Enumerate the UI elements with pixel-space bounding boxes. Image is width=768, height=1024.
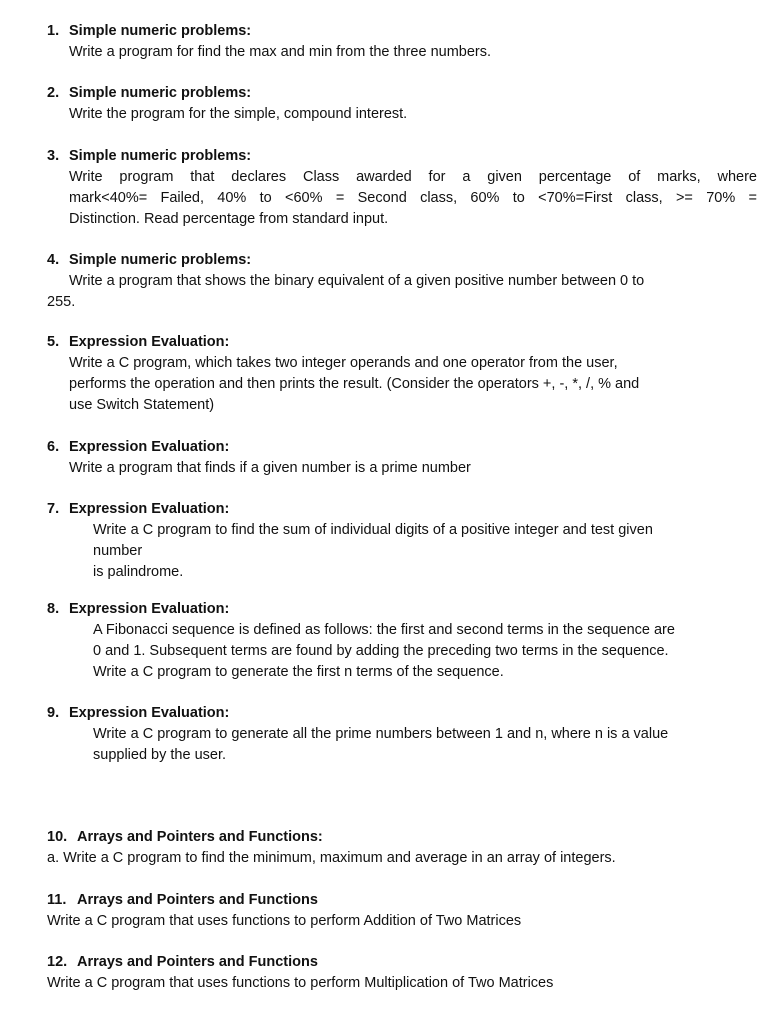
problem-text-line: use Switch Statement) <box>69 397 215 413</box>
problem-heading: Expression Evaluation: <box>69 334 230 350</box>
problem-number: 7. <box>47 501 60 517</box>
problem-heading: Arrays and Pointers and Functions <box>77 892 318 908</box>
problem-text-line: Write a C program to find the sum of individual digits of a positive integer and test given <box>93 522 653 538</box>
problem-text-line: Write a C program to generate all the prime numbers between 1 and n, where n is a value <box>93 726 669 742</box>
problem-text-line: Write a C program that uses functions to perform Multiplication of Two Matrices <box>47 975 554 991</box>
problem-number: 6. <box>47 439 60 455</box>
problem-heading: Arrays and Pointers and Functions <box>77 954 318 970</box>
problem-number: 1. <box>47 23 60 39</box>
problem-number: 2. <box>47 85 60 101</box>
problem-heading: Expression Evaluation: <box>69 439 230 455</box>
problem-heading: Arrays and Pointers and Functions: <box>77 829 323 845</box>
problem-number: 4. <box>47 252 60 268</box>
problem-text-line: a. Write a C program to find the minimum, maximum and average in an array of integers. <box>47 850 616 866</box>
problem-text-line: is palindrome. <box>93 564 184 580</box>
problem-text-line: Write a program that shows the binary equivalent of a given positive number between 0 to <box>69 273 645 289</box>
problem-number: 10. <box>47 829 68 845</box>
problem-heading: Simple numeric problems: <box>69 148 252 164</box>
problem-heading: Simple numeric problems: <box>69 85 252 101</box>
problem-text-line: Write a program for find the max and min from the three numbers. <box>69 44 492 60</box>
problem-number: 3. <box>47 148 60 164</box>
problem-text-line: A Fibonacci sequence is defined as follows: the first and second terms in the sequence are <box>93 622 675 638</box>
problem-text-line: Write a program that finds if a given number is a prime number <box>69 460 471 476</box>
problem-text-line: mark<40%= Failed, 40% to <60% = Second class, 60% to <70%=First class, >= 70% = <box>69 190 757 206</box>
problem-number: 8. <box>47 601 60 617</box>
problem-number: 12. <box>47 954 68 970</box>
problem-number: 9. <box>47 705 60 721</box>
problem-text-line: number <box>93 543 143 559</box>
problem-heading: Simple numeric problems: <box>69 252 252 268</box>
problem-number: 11. <box>47 892 67 908</box>
problem-number: 5. <box>47 334 60 350</box>
problem-text-line: Write a C program, which takes two integer operands and one operator from the user, <box>69 355 618 371</box>
problem-text-line: 255. <box>47 294 76 310</box>
problem-text-line: Distinction. Read percentage from standard input. <box>69 211 389 227</box>
problem-text-line: performs the operation and then prints the result. (Consider the operators +, -, *, /, % and <box>69 376 640 392</box>
problem-heading: Expression Evaluation: <box>69 501 230 517</box>
problem-heading: Simple numeric problems: <box>69 23 252 39</box>
problem-heading: Expression Evaluation: <box>69 601 230 617</box>
problem-text-line: Write a C program to generate the first n terms of the sequence. <box>93 664 504 680</box>
problem-text-line: Write the program for the simple, compound interest. <box>69 106 408 122</box>
problem-text-line: Write a C program that uses functions to perform Addition of Two Matrices <box>47 913 522 929</box>
problem-text-line: supplied by the user. <box>93 747 227 763</box>
problem-text-line: 0 and 1. Subsequent terms are found by adding the preceding two terms in the sequence. <box>93 643 669 659</box>
problem-heading: Expression Evaluation: <box>69 705 230 721</box>
problem-text-line: Write program that declares Class awarded for a given percentage of marks, where <box>69 169 757 185</box>
